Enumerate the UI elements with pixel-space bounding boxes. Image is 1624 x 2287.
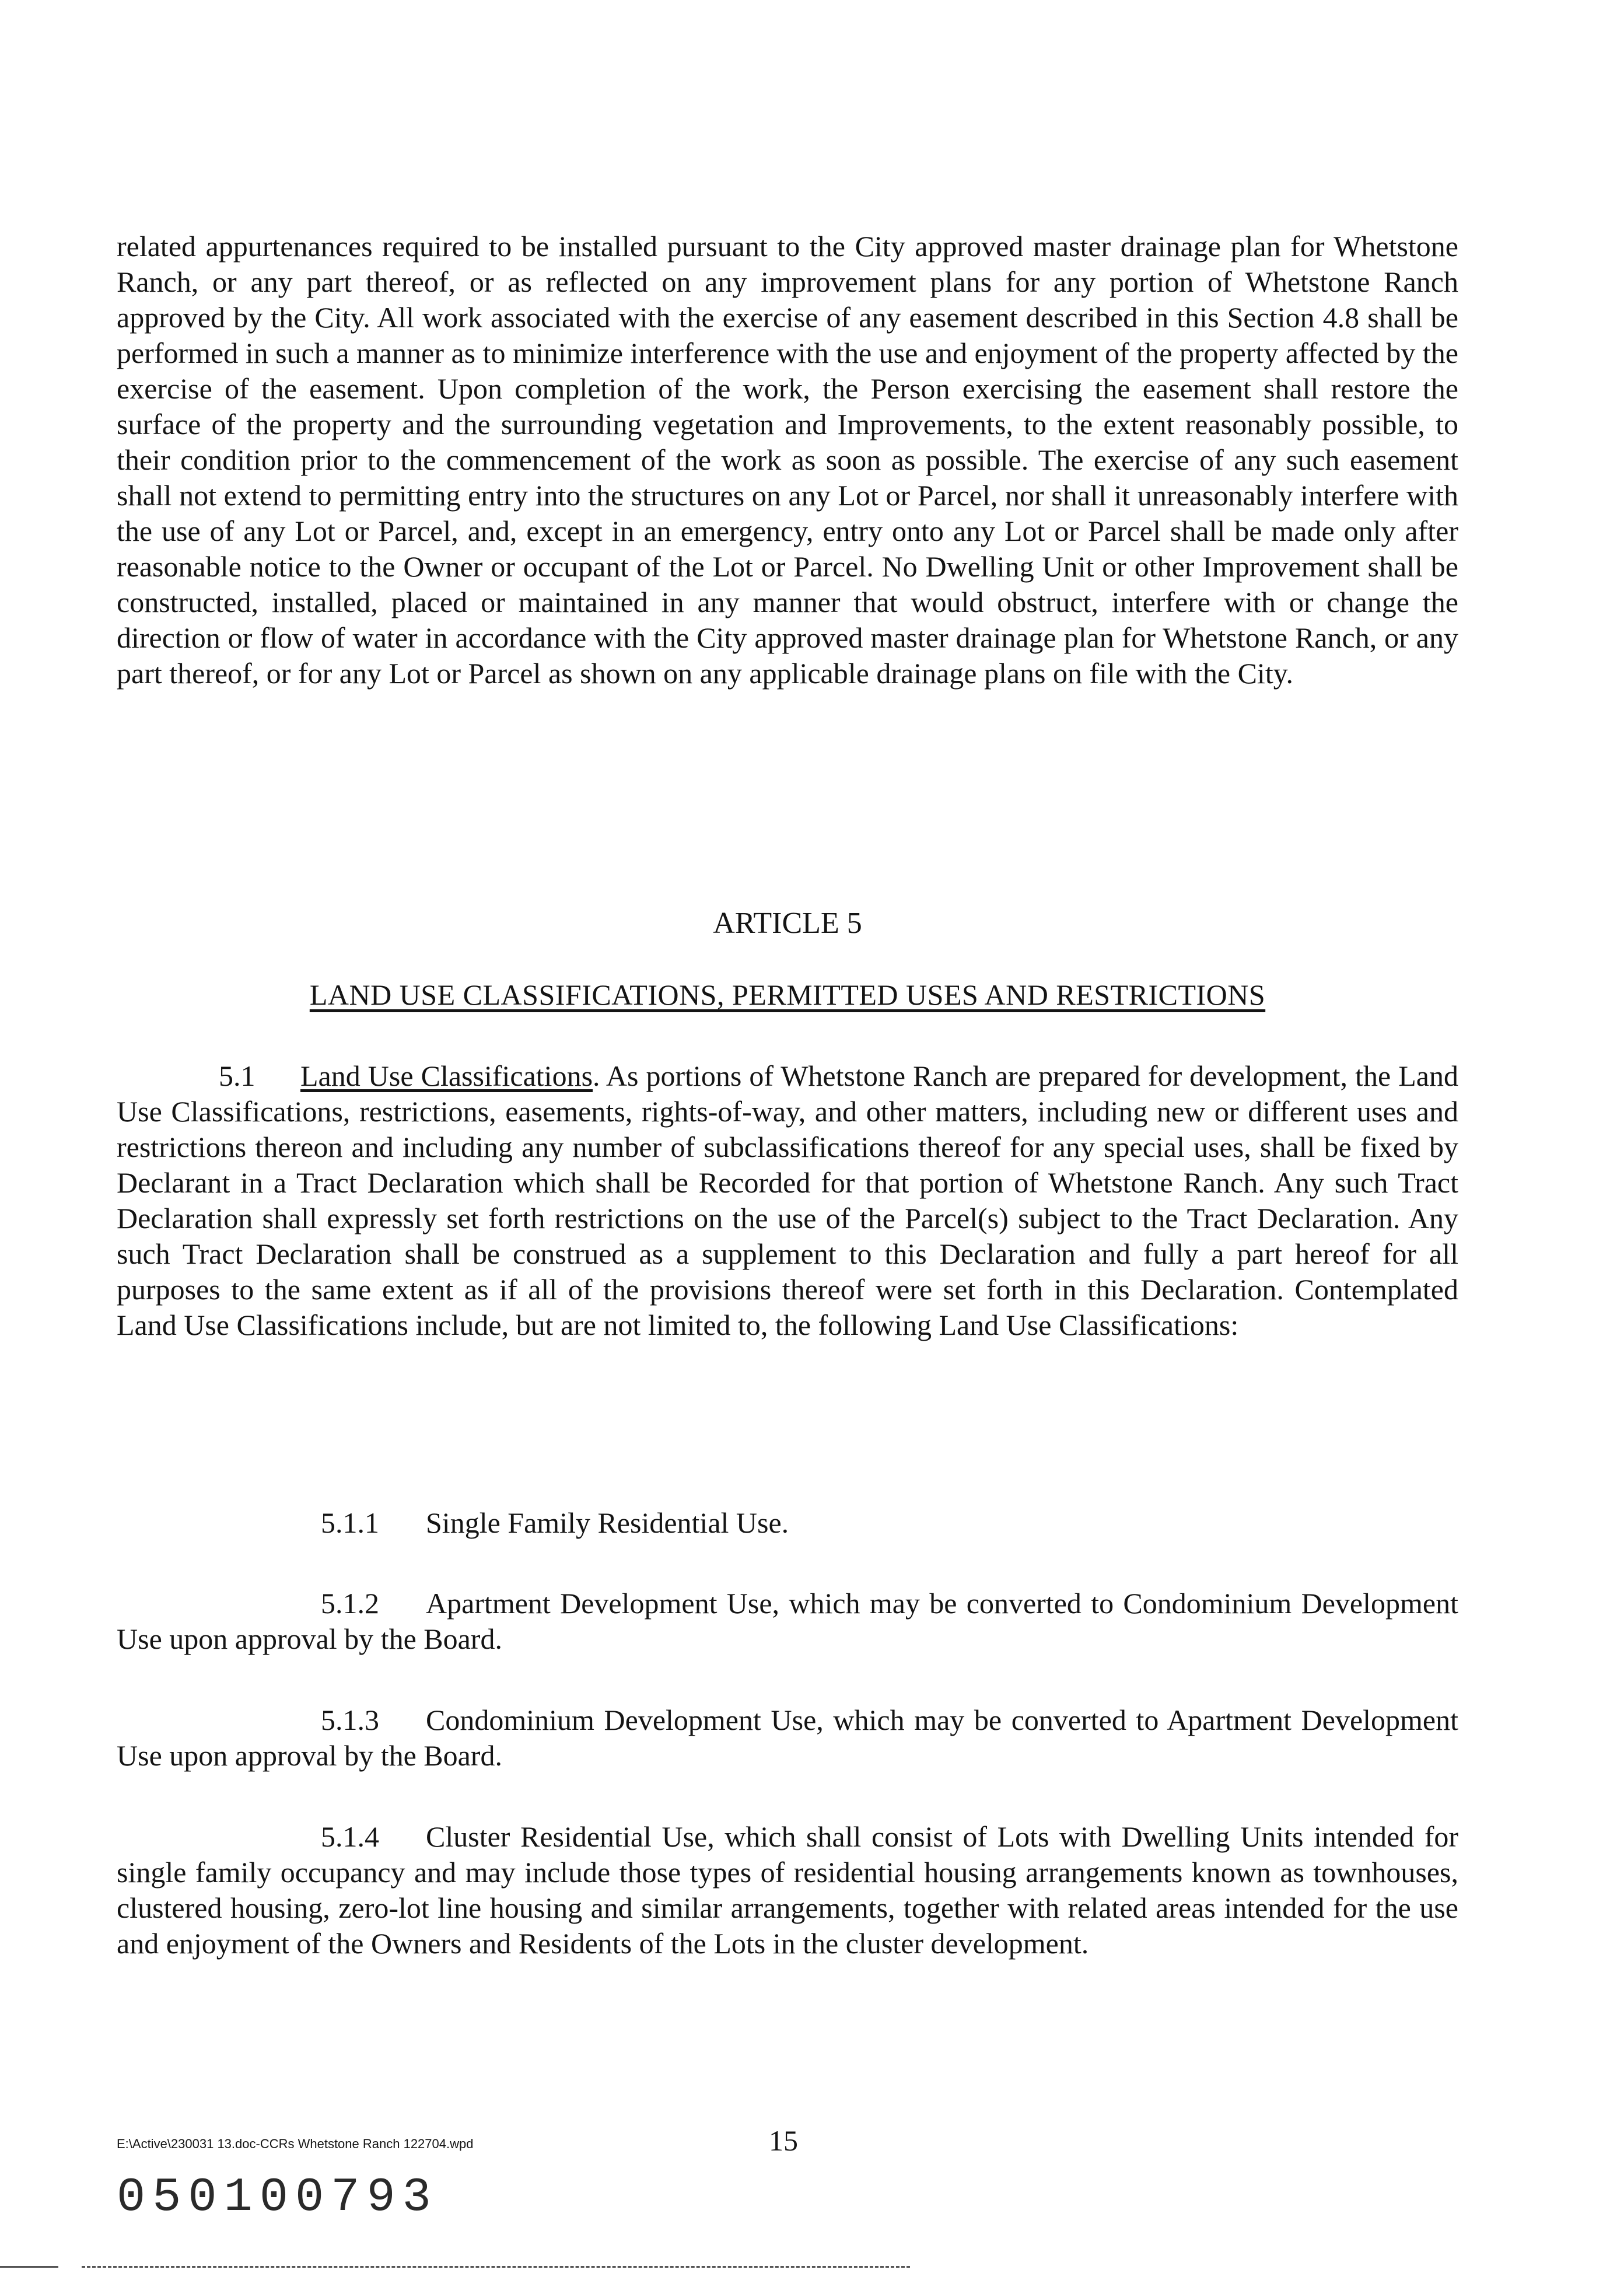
subsection-5-1-4 [117,1819,1458,1961]
section-text: . As portions of Whetstone Ranch are prepared for development, the Land Use Classifications, restrictions, easements, rights-of-way, and other matters, including new or different uses and restrictions thereon and including any number of subclassifications thereof for any special uses, shall be fixed by Declarant in a Tract Declaration which shall be Recorded for that portion of Whetstone Ranch. Any such Tract Declaration shall expressly set forth restrictions on the use of the Parcel(s) subject to the Tract Declaration. Any such Tract Declaration shall be construed as a supplement to this Declaration and fully a part hereof for all purposes to the same extent as if all of the provisions thereof were set forth in this Declaration. Contemplated Land Use Classifications include, but are not limited to, the following Land Use Classifications: [117,1059,1458,1341]
subsection-5-1-1 [117,1505,1458,1541]
subsection-text: Single Family Residential Use. [426,1506,789,1539]
subsection-number: 5.1.4 [321,1820,379,1853]
section-5-1 [117,1058,1458,1343]
subsection-5-1-3 [117,1702,1458,1774]
footer-file-path: E:\Active\230031 13.doc-CCRs Whetstone Ranch 122704.wpd [117,2136,474,2151]
article-heading: ARTICLE 5 [713,907,862,940]
section-title: Land Use Classifications [300,1059,593,1092]
subsection-number: 5.1.2 [321,1587,379,1620]
article-title: LAND USE CLASSIFICATIONS, PERMITTED USES AND RESTRICTIONS [309,978,1266,1011]
scan-artifact-line [82,2266,910,2268]
document-number: 050100793 [117,2170,438,2225]
subsection-number: 5.1.1 [321,1506,379,1539]
subsection-number: 5.1.3 [321,1704,379,1736]
subsection-text: Condominium Development Use, which may be converted to Apartment Development Use upon approval by the Board. [117,1704,1458,1772]
page-number: 15 [769,2124,798,2157]
subsection-text: Cluster Residential Use, which shall consist of Lots with Dwelling Units intended for single family occupancy and may include those types of residential housing arrangements known as townhouses, clustered housing, zero-lot line housing and similar arrangements, together with related areas intended for the use and enjoyment of the Owners and Residents of the Lots in the cluster development. [117,1820,1458,1960]
subsection-5-1-2 [117,1586,1458,1657]
section-number: 5.1 [219,1059,256,1092]
subsection-text: Apartment Development Use, which may be converted to Condominium Development Use upon approval by the Board. [117,1587,1458,1655]
scan-artifact-line [0,2266,58,2268]
paragraph-drainage-easement: related appurtenances required to be installed pursuant to the City approved master drainage plan for Whetstone Ranch, or any part thereof, or as reflected on any improvement plans for any portion of Whetstone Ranch approved by the City. All work associated with the exercise of any easement described in this Section 4.8 shall be performed in such a manner as to minimize interference with the use and enjoyment of the property affected by the exercise of the easement. Upon completion of the work, the Person exercising the easement shall restore the surface of the property and the surrounding vegetation and Improvements, to the extent reasonably possible, to their condition prior to the commencement of the work as soon as possible. The exercise of any such easement shall not extend to permitting entry into the structures on any Lot or Parcel, nor shall it unreasonably interfere with the use of any Lot or Parcel, and, except in an emergency, entry onto any Lot or Parcel shall be made only after reasonable notice to the Owner or occupant of the Lot or Parcel. No Dwelling Unit or other Improvement shall be constructed, installed, placed or maintained in any manner that would obstruct, interfere with or change the direction or flow of water in accordance with the City approved master drainage plan for Whetstone Ranch, or any part thereof, or for any Lot or Parcel as shown on any applicable drainage plans on file with the City. [117,230,1458,690]
